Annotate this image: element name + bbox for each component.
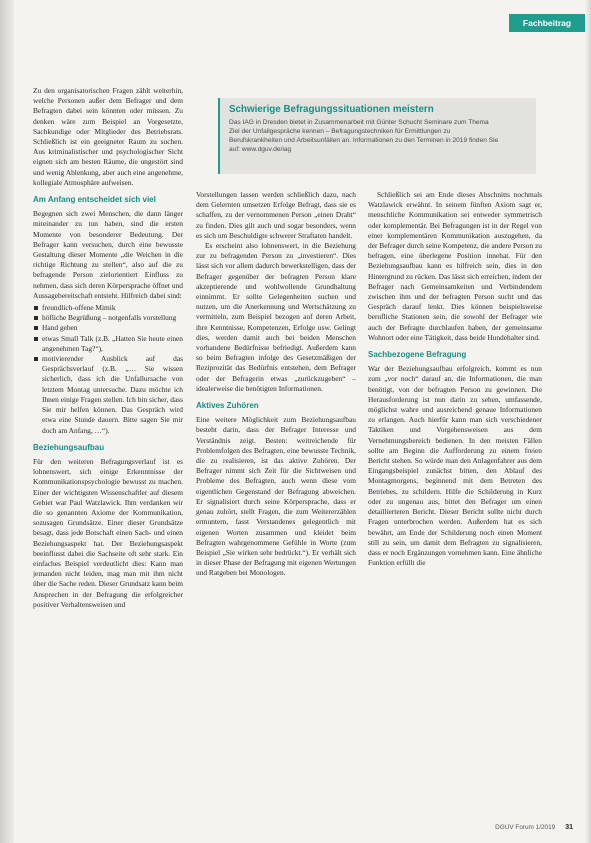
column-2-para-1: Vorstellungen lassen werden schließlich dazu, nach dem Gelernten umsetzen Erfolge Befragt, dass sie es schaffen, zu der vernommenen Person „einen Draht“ zu finden. Dies gilt auch und sogar besonders, wenn es sich um Beschuldigte schwerer Straftaten handelt. — [196, 190, 356, 240]
heading-anfang: Am Anfang entscheidet sich viel — [33, 195, 156, 205]
seminar-info-box — [218, 98, 536, 174]
heading-aktives-zuhoeren: Aktives Zuhören — [196, 401, 259, 411]
heading-beziehungsaufbau: Beziehungsaufbau — [33, 442, 105, 452]
list-item: freundlich-offene Mimik — [33, 303, 183, 313]
column-1-para-1: Begegnen sich zwei Menschen, die dann länger miteinander zu tun haben, sind die ersten Momente von besonderer Bedeutung. Der Befrager kann versuchen, durch eine bewusste Gestaltung dieser Momente „die Weichen in die richtige Richtung zu stellen“, also auf die zu befragende Person zielorientiert Einfluss zu nehmen, dass sich deren Körpersprache öffnet und Aussagebereitschaft entsteht. Hilfreich dabei sind: — [33, 209, 183, 300]
column-2-para-2: Es erscheint also lohnenswert, in die Beziehung zur zu befragenden Person zu „investieren“. Dies lässt sich vor allem dadurch bewerkstelligen, dass der Befrager gegenüber der befragten Person klare akzeptierende und wohlwollende Grundhaltung einnimmt. Er sollte Gelegenheiten suchen und nutzen, um die Anerkennung und Wertschätzung zu vermitteln, zum Beispiel bezogen auf deren Arbeit, ihre Kenntnisse, Kompetenzen, Erfolge usw. Gelingt dies, werden damit auch bei beiden Menschen vorhandene Bedürfnisse befriedigt. Außerdem kann so beim Befragten infolge des Gesetzmäßigen der Reziprozität das Bedürfnis entstehen, dem Befrager oder der Befragerin etwas „zurückzugeben“ – idealerweise die benötigten Informationen. — [196, 241, 356, 393]
tips-list — [33, 303, 183, 436]
page-number: 31 — [565, 824, 573, 831]
column-3-para-1: Schließlich sei am Ende dieses Abschnitts nochmals Watzlawick erwähnt. In seinem fünften Axiom sagt er, menschliche Kommunikation sei entweder symmetrisch oder komplementär. Bei Befragungen ist in der Regel von einer komplementären Kommunikation auszugehen, da der Befrager durch seine Kompetenz, die andere Person zu befragen, eine überlegene Position innehat. Für den Beziehungsaufbau kann es hilfreich sein, dies in den Hintergrund zu rücken. Das lässt sich erreichen, indem der Befrager nach Gemeinsamkeiten und Verbindendem zwischen ihm und der befragten Person sucht und das Gespräch darauf lenkt. Dies können beispielsweise berufliche Stationen sein, die sowohl der Befrager wie auch der Befragte durchlaufen haben, der gemeinsame Wohnort oder eine Tätigkeit, dass beide Hundehalter sind. — [368, 190, 542, 342]
page-footer — [495, 824, 573, 831]
column-3 — [368, 190, 542, 568]
info-box-text: Das IAG in Dresden bietet in Zusammenarbeit mit Günter Schucht Seminare zum Thema Ziel der Unfallgespräche kennen – Befragungstechniken für Ermittlungen zu Berufskrankheiten und Arbeitsunfällen an. Informationen zu den Terminen in 2019 finden Sie auf: www.dguv.de/iag — [229, 119, 499, 153]
heading-sachbezogene-befragung: Sachbezogene Befragung — [368, 350, 467, 360]
column-3-para-2: War der Beziehungsaufbau erfolgreich, kommt es nun zum „vor noch“ darauf an, die Informationen, die man benötigt, von der befragten Person zu gewinnen. Die Herausforderung ist nun darin zu sehen, umfassende, möglichst wahre und ausreichend genaue Informationen zu erlangen. Auch hierfür kann man sich verschiedener Taktiken und Vorgehensweisen aus dem Vernehmungsbereich bedienen. In den meisten Fällen sollte am Beginn die Aufforderung zu einem freien Bericht stehen. So würde man den Anlagenfahrer aus dem Eingangsbeispiel zunächst bitten, den Ablauf des Montagmorgens, beginnend mit dem Betreten des Betriebes, zu schildern. Hilfe die Schilderung in Kurz oder zu ungenau aus, bittet den Befrager um einen detaillierteren Bericht. Dieser Bericht sollte nicht durch Fragen unterbrochen werden. Außerdem hat es sich bewährt, am Ende der Schilderung noch einen Moment still zu sein, um damit dem Befragten zu signalisieren, dass er noch Ergänzungen vornehmen kann. Eine ähnliche Funktion erfüllt die — [368, 364, 542, 568]
column-1-para-2: Für den weiteren Befragungsverlauf ist es lohnenswert, sich einige Erkenntnisse der Kommunikationspsychologie bewusst zu machen. Einer der wichtigsten Wissenschaftler auf diesem Gebiet war Paul Watzlawick. Ihm verdanken wir die so genannten Axiome der Kommunikation, sozusagen Grundsätze. Einer dieser Grundsätze besagt, dass jede Botschaft einen Sach- und einen Beziehungsaspekt hat. Der Beziehungsaspekt beeinflusst dabei die Sachseite oft sehr stark. Ein einfaches Beispiel verdeutlicht dies: Kann man jemanden nicht leiden, mag man mit ihm nicht über die Sache reden. Dieser Grundsatz kann beim Ansprechen in der Befragung die erfolgreicher positiver Verhaltensweisen und — [33, 456, 183, 609]
list-item: höfliche Begrüßung – notgenfalls vorstellung — [33, 313, 183, 323]
info-box-title: Schwierige Befragungssituationen meistern — [229, 104, 434, 115]
page-right-edge — [585, 0, 591, 843]
column-1-intro: Zu den organisatorischen Fragen zählt weiterhin, welche Personen außer dem Befrager und dem Befragten dabei sein könnten oder müssen. Zu denken wäre zum Beispiel an Vorgesetzte, Sachkundige oder Mitglieder des Betriebsrats. Schließlich ist ein geeigneter Raum zu suchen. Aus kriminalistischer und psychologischer Sicht eignen sich am besten Räume, die ungestört sind und wenig Ablenkung, aber auch eine angenehme, kollegiale Atmosphäre aufweisen. — [33, 86, 183, 187]
section-label: Fachbeitrag — [509, 14, 585, 32]
list-item: etwas Small Talk (z.B. „Hatten Sie heute einen angenehmen Tag?“), — [33, 334, 183, 354]
column-2-para-3: Eine weitere Möglichkeit zum Beziehungsaufbau besteht darin, dass der Befrager Interesse und Verständnis zeigt. Besten: weitreichende für Problemfolgen des Befragten, eine bewusste Technik, die zu realisieren, ist das aktive Zuhören. Der Befrager nimmt sich Zeit für die Sichtweisen und Probleme des Befragten, auch wenn diese vom eigentlichen Gegenstand der Befragung abweichen. Er signalisiert durch seine Körpersprache, dass er genau zuhört, stellt Fragen, die zum Weitererzählen ermuntern, fasst Verstandenes gelegentlich mit eigenen Worten zusammen und kleidet beim Befragten wahrgenommene Gefühle in Worte (zum Beispiel „Sie wirken sehr bedrückt.“). Er verhält sich in dieser Phase der Befragung mit eigenen Wertungen und Ratgeben bei Monologen. — [196, 415, 356, 578]
column-2 — [196, 190, 356, 579]
column-1 — [33, 86, 183, 610]
list-item: Hand geben — [33, 323, 183, 333]
list-item: motivierender Ausblick auf das Gesprächsverlauf (z.B. „… Sie wissen sicherlich, dass ich die Unfallursache von letztem Montag untersuche. Dazu möchte ich Ihnen einige Fragen stellen. Ich bin sicher, dass Sie mir helfen können. Das Gespräch wird etwa eine Stunde dauern. Bitte sagen Sie mir doch am Anfang, …“). — [33, 354, 183, 436]
page-binding-edge — [0, 0, 14, 843]
publication-name: DGUV Forum 1/2019 — [495, 824, 556, 831]
